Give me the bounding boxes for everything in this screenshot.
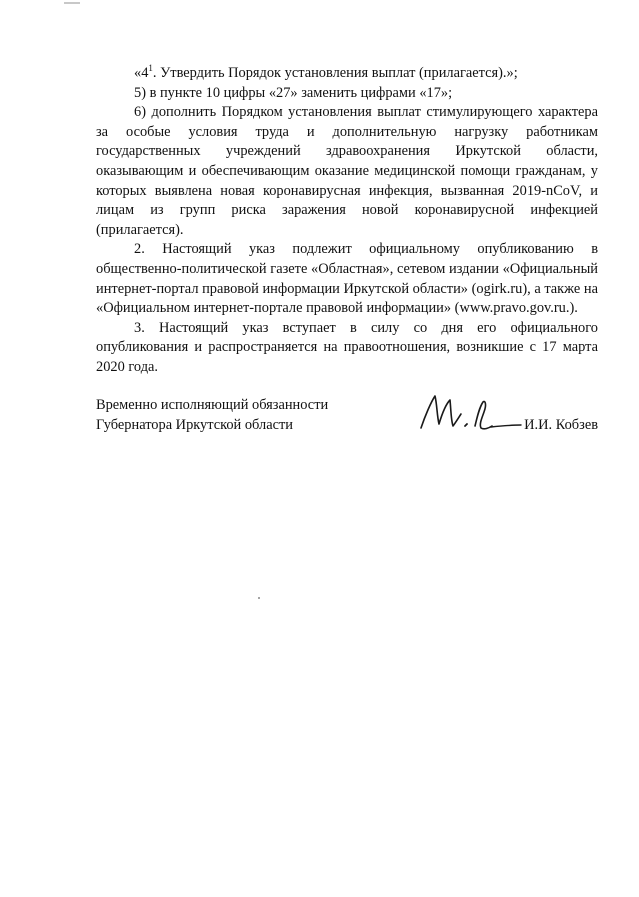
paragraph-item-5: 5) в пункте 10 цифры «27» заменить цифрами «17»;	[134, 84, 453, 101]
paragraph-4-1	[96, 64, 598, 84]
signature-block	[96, 396, 598, 446]
superscript-index: 1	[148, 63, 153, 74]
paragraph-point-2: 2. Настоящий указ подлежит официальному опубликованию в общественно-политической газете «Областная», сетевом издании «Официальный интернет-портал правовой информации Иркутской области» (ogirk.ru), а также на «Официальном интернет-портале правовой информации» (www.pravo.gov.ru.).	[96, 241, 598, 317]
signatory-position-line-1: Временно исполняющий обязанности	[96, 397, 329, 413]
paragraph-point-3: 3. Настоящий указ вступает в силу со дня его официального опубликования и распространяется на правоотношения, возникшие с 17 марта 2020 года.	[96, 319, 598, 375]
paragraph-4-1-text-start: «4	[134, 65, 149, 81]
signatory-position-line-2: Губернатора Иркутской области	[96, 416, 293, 433]
paragraph-4-1-text-end: . Утвердить Порядок установления выплат (прилагается).»;	[152, 65, 518, 81]
scan-mark	[64, 2, 80, 4]
document-body	[96, 64, 598, 378]
signatory-position	[96, 396, 328, 435]
signatory-name: И.И. Кобзев	[524, 416, 598, 433]
paragraph-item-6: 6) дополнить Порядком установления выплат стимулирующего характера за особые условия труда и дополнительную нагрузку работникам государственных учреждений здравоохранения Иркутской области, оказывающим и обеспечивающим оказание медицинской помощи гражданам, у которых выявлена новая коронавирусная инфекция, вызванная 2019-nCoV, и лицам из групп риска заражения новой коронавирусной инфекцией (прилагается).	[96, 104, 598, 238]
scan-speck	[258, 597, 260, 599]
handwritten-signature	[413, 390, 523, 440]
